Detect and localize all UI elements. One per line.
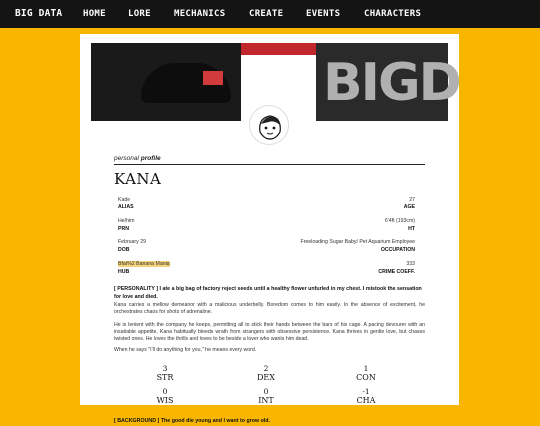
profile-banner-image: BIGD xyxy=(91,43,448,121)
stat-label: INT xyxy=(258,396,274,405)
personality-tag: [ PERSONALITY ] xyxy=(114,286,159,292)
personality-paragraph-3: When he says "I'll do anything for you," he means every word. xyxy=(114,347,257,353)
pronouns-label: PRN xyxy=(118,226,129,232)
stat-str xyxy=(145,365,185,382)
site-logo[interactable]: BIG DATA xyxy=(15,8,63,19)
stat-value: 3 xyxy=(162,364,168,373)
personality-paragraph-2: He is lenient with the company he keeps, permitting all to stick their hands between the bars of his cage. A pacing devourer with an insatiable appetite, Kana habitually bleeds wrath from strangers with obsessive persistence. Kana thrives in gentle love, but chases twisted ones. He loves the thrills and loves to be beside a lover who wants him dead. xyxy=(114,322,425,342)
nav-link-lore[interactable]: LORE xyxy=(128,9,151,19)
dob-label: DOB xyxy=(118,247,130,253)
nav-link-characters[interactable]: CHARACTERS xyxy=(364,9,422,19)
personality-lead-text: I ate a big bag of factory reject seeds until a healthy flower unfurled in my chest. I mistook the sensation for love and died. xyxy=(114,286,422,300)
stat-dex xyxy=(246,365,286,382)
stat-label: WIS xyxy=(156,396,174,405)
top-navigation-bar xyxy=(0,0,540,28)
crime-coeff-value: 333 xyxy=(406,261,415,267)
alias-label: ALIAS xyxy=(118,204,134,210)
height-label: HT xyxy=(408,226,415,232)
stat-cha xyxy=(346,388,386,405)
stat-wis xyxy=(145,388,185,405)
pronouns-value: He/him xyxy=(118,218,135,224)
stat-value: 2 xyxy=(263,364,269,373)
section-heading: personal profile xyxy=(114,155,161,162)
stat-value: -1 xyxy=(362,387,370,396)
alias-value: Kade xyxy=(118,197,131,203)
stat-value: 0 xyxy=(263,387,269,396)
occupation-value: Freeloading Sugar Baby/ Pet Aquarium Employee xyxy=(300,239,415,245)
background-lead-text: The good die young and I want to grow old. xyxy=(160,418,270,424)
crime-coeff-label: CRIME COEFF. xyxy=(378,269,415,275)
stat-value: 0 xyxy=(162,387,168,396)
profile-card xyxy=(80,34,460,424)
stat-int xyxy=(246,388,286,405)
nav-link-home[interactable]: HOME xyxy=(83,9,106,19)
nav-link-mechanics[interactable]: MECHANICS xyxy=(174,9,226,19)
background-tag: [ BACKGROUND ] xyxy=(114,418,160,424)
occupation-label: OCCUPATION xyxy=(380,247,415,253)
stat-label: STR xyxy=(156,373,174,382)
background-lead xyxy=(114,418,425,426)
character-name: KANA xyxy=(114,170,162,188)
hub-value[interactable]: Bfat%2 Banana Mania xyxy=(118,261,170,267)
dob-value: February 29 xyxy=(118,239,146,245)
stat-value: 1 xyxy=(363,364,369,373)
nav-link-events[interactable]: EVENTS xyxy=(306,9,341,19)
personality-paragraph-1: Kana carries a mellow demeanor with a malicious underbelly. Boredom comes to him easily. In the absence of excitement, he orchestrates chaos for shots of adrenaline. xyxy=(114,302,425,315)
hub-label: HUB xyxy=(118,269,130,275)
avatar xyxy=(249,105,289,145)
stat-label: CON xyxy=(356,373,376,382)
age-value: 27 xyxy=(409,197,415,203)
personality-lead xyxy=(114,286,425,301)
stat-label: DEX xyxy=(257,373,275,382)
height-value: 6'4ft (193cm) xyxy=(384,218,415,224)
stat-con xyxy=(346,365,386,382)
character-face-icon xyxy=(250,106,290,146)
stat-label: CHA xyxy=(356,396,376,405)
nav-link-create[interactable]: CREATE xyxy=(249,9,284,19)
divider xyxy=(114,164,425,165)
age-label: AGE xyxy=(403,204,415,210)
